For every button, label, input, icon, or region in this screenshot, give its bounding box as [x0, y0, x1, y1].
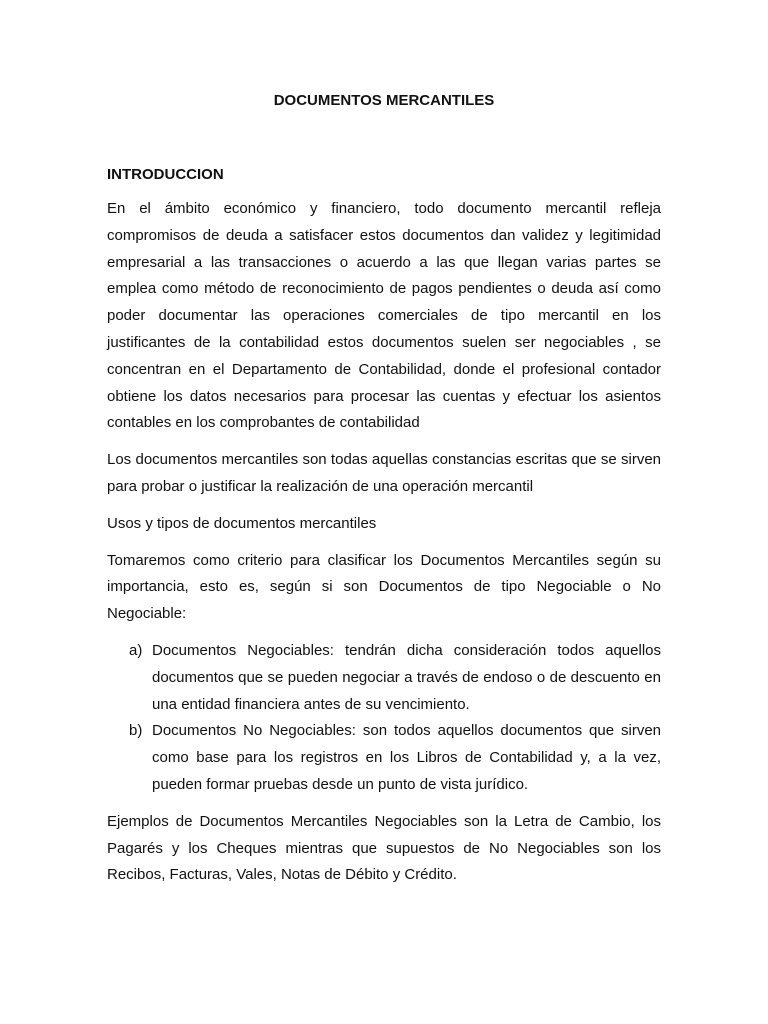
- document-title: DOCUMENTOS MERCANTILES: [273, 92, 495, 109]
- paragraph-ejemplos: Ejemplos de Documentos Mercantiles Negociables son la Letra de Cambio, los Pagarés y los Cheques mientras que supuestos de No Negociables son los Recibos, Facturas, Vales, Notas de Débito y Crédito.: [107, 812, 661, 884]
- list-item-negociables: [107, 638, 661, 718]
- list-marker: a): [129, 641, 143, 659]
- list-marker: b): [129, 722, 143, 740]
- list-item-text: Documentos Negociables: tendrán dicha consideración todos aquellos documentos que se pueden negociar a través de endoso o de descuento en una entidad financiera antes de su vencimiento.: [152, 641, 661, 713]
- paragraph-intro: En el ámbito económico y financiero, todo documento mercantil refleja compromisos de deuda a satisfacer estos documentos dan validez y legitimidad empresarial a las transacciones o acuerdo a las que llegan varias partes se emplea como método de reconocimiento de pagos pendientes o deuda así como poder documentar las operaciones comerciales de tipo mercantil en los justificantes de la contabilidad estos documentos suelen ser negociables , se concentran en el Departamento de Contabilidad, donde el profesional contador obtiene los datos necesarios para procesar las cuentas y efectuar los asientos contables en los comprobantes de contabilidad: [107, 200, 661, 432]
- paragraph-criterio: Tomaremos como criterio para clasificar los Documentos Mercantiles según su importancia, esto es, según si son Documentos de tipo Negociable o No Negociable:: [107, 551, 661, 623]
- list-item-no-negociables: [107, 718, 661, 798]
- paragraph-usos-tipos: Usos y tipos de documentos mercantiles: [107, 514, 377, 532]
- document-types-list: [107, 638, 661, 799]
- document-body: [107, 90, 661, 889]
- list-item-text: Documentos No Negociables: son todos aquellos documentos que sirven como base para los registros en los Libros de Contabilidad y, a la vez, pueden formar pruebas desde un punto de vista jurídico.: [152, 722, 661, 793]
- section-heading-introduccion: INTRODUCCION: [107, 166, 224, 183]
- paragraph-definition: Los documentos mercantiles son todas aquellas constancias escritas que se sirven para probar o justificar la realización de una operación mercantil: [107, 451, 661, 495]
